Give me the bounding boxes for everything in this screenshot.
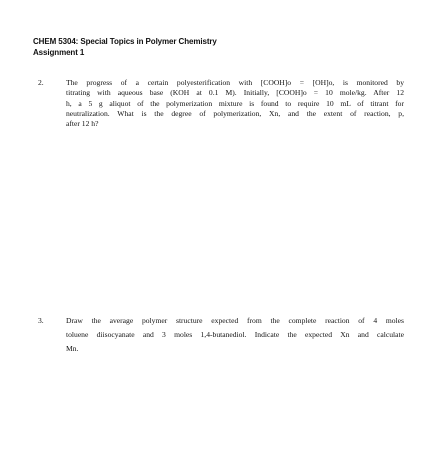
problem-number: 2. (38, 78, 44, 87)
problem-line: Mn. (66, 343, 79, 353)
problem-line: Draw the average polymer structure expected from the complete reaction of 4 moles (66, 316, 404, 325)
course-title: CHEM 5304: Special Topics in Polymer Chemistry (33, 37, 217, 46)
problem-line: h, a 5 g aliquot of the polymerization mixture is found to require 10 mL of titrant for (66, 98, 404, 108)
problem-line: The progress of a certain polyesterification with [COOH]o = [OH]o, is monitored by (66, 78, 404, 87)
problem-line: after 12 h? (66, 119, 99, 129)
assignment-title: Assignment 1 (33, 47, 85, 57)
problem-line: neutralization. What is the degree of polymerization, Xn, and the extent of reaction, p, (66, 108, 404, 118)
problem-text (66, 78, 404, 129)
problem-number: 3. (38, 316, 44, 325)
problem-text (66, 314, 404, 355)
document-header (33, 37, 217, 58)
problem-line: toluene diisocyanate and 3 moles 1,4-butanediol. Indicate the expected Xn and calculate (66, 329, 404, 339)
problem-line: titrating with aqueous base (KOH at 0.1 M). Initially, [COOH]o = 10 mole/kg. After 12 (66, 88, 404, 98)
